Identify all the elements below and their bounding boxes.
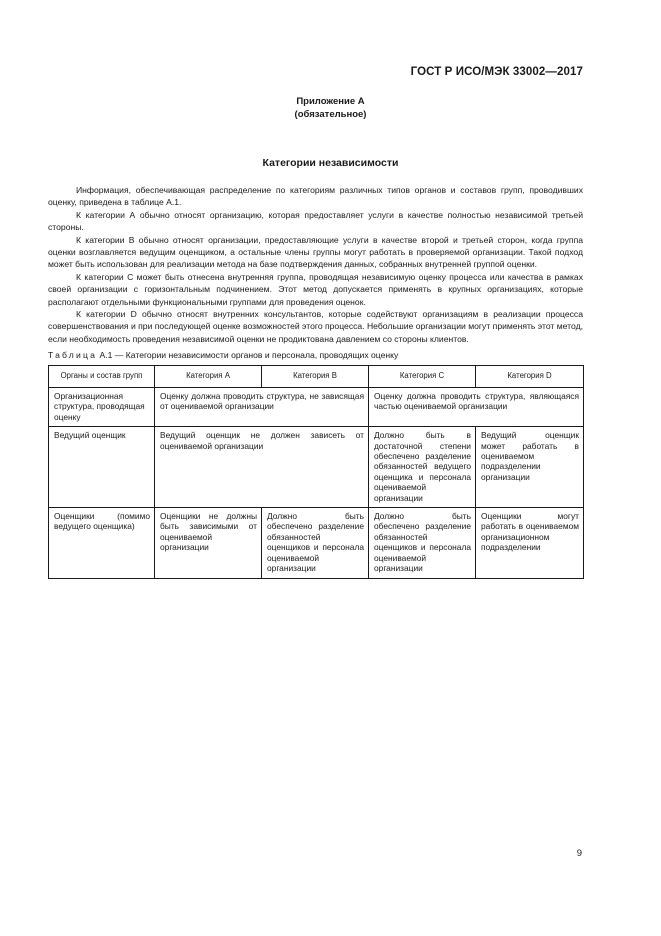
table-row	[49, 508, 584, 578]
table-header-cell: Категория D	[476, 366, 584, 388]
table-caption-text: А.1 — Категории независимости органов и персонала, проводящих оценку	[97, 350, 399, 360]
table-cell: Оценщики не должны быть зависимыми от оцениваемой организации	[155, 508, 262, 578]
table-cell: Должно быть обеспечено разделение обязанностей оценщиков и персонала оцениваемой организации	[262, 508, 369, 578]
independence-categories-table	[48, 365, 584, 579]
table-header-cell: Органы и состав групп	[49, 366, 155, 388]
table-header-cell: Категория С	[369, 366, 476, 388]
paragraph: К категории С может быть отнесена внутренняя группа, проводящая независимую оценку процесса или качества в рамках своей организации с горизонтальным подчинением. Этот метод допускается применять в крупных организациях, которые располагают отдельными функциональными группами для проведения оценок.	[48, 271, 583, 307]
table-cell: Оценщики могут работать в оцениваемом организационном подразделении	[476, 508, 584, 578]
table-header-cell: Категория А	[155, 366, 262, 388]
table-row	[49, 388, 584, 427]
document-standard-number: ГОСТ Р ИСО/МЭК 33002—2017	[410, 66, 583, 78]
paragraph: К категории В обычно относят организации, предоставляющие услуги в качестве второй и третьей сторон, когда группа оценки возглавляется ведущим оценщиком, а остальные члены группы могут работать в проверяемой организации. Такой подход может быть использован для реализации метода на базе подтверждения данных, собранных внутренней группой оценки.	[48, 234, 583, 270]
page-number: 9	[576, 848, 582, 859]
row-label: Организационная структура, проводящая оценку	[49, 388, 155, 427]
paragraph: Информация, обеспечивающая распределение по категориям различных типов органов и составов групп, проводивших оценку, приведена в таблице А.1.	[48, 185, 583, 208]
table-cell: Должно быть в достаточной степени обеспечено разделение обязанностей ведущего оценщика и персонала оцениваемой организации	[369, 427, 476, 508]
table-cell: Оценку должна проводить структура, являющаяся частью оцениваемой организации	[369, 388, 584, 427]
table-header-row	[49, 366, 584, 388]
paragraph: К категории А обычно относят организацию, которая предоставляет услуги в качестве полностью независимой третьей стороны.	[48, 209, 583, 233]
annex-block	[0, 95, 661, 121]
table-caption	[48, 350, 398, 360]
table-header-cell: Категория В	[262, 366, 369, 388]
row-label: Оценщики (помимо ведущего оценщика)	[49, 508, 155, 578]
annex-status: (обязательное)	[294, 109, 367, 120]
row-label: Ведущий оценщик	[49, 427, 155, 508]
table-cell: Должно быть обеспечено разделение обязанностей оценщиков и персонала оцениваемой организации	[369, 508, 476, 578]
body-text	[48, 184, 583, 345]
table-cell: Оценку должна проводить структура, не зависящая от оцениваемой организации	[155, 388, 369, 427]
section-title: Категории независимости	[262, 157, 399, 169]
table-caption-label: Таблица	[48, 350, 98, 360]
table-cell: Ведущий оценщик может работать в оцениваемом подразделении организации	[476, 427, 584, 508]
table-row	[49, 427, 584, 508]
paragraph: К категории D обычно относят внутренних консультантов, которые содействуют организациям в реализации процесса совершенствования и при последующей оценке возможностей этого процесса. Небольшие организации могут применять этот метод, если необходимость проведения независимой оценки не продиктована давлением со стороны клиентов.	[48, 309, 583, 344]
annex-title: Приложение А	[296, 96, 365, 107]
table-cell: Ведущий оценщик не должен зависеть от оцениваемой организации	[155, 427, 369, 508]
